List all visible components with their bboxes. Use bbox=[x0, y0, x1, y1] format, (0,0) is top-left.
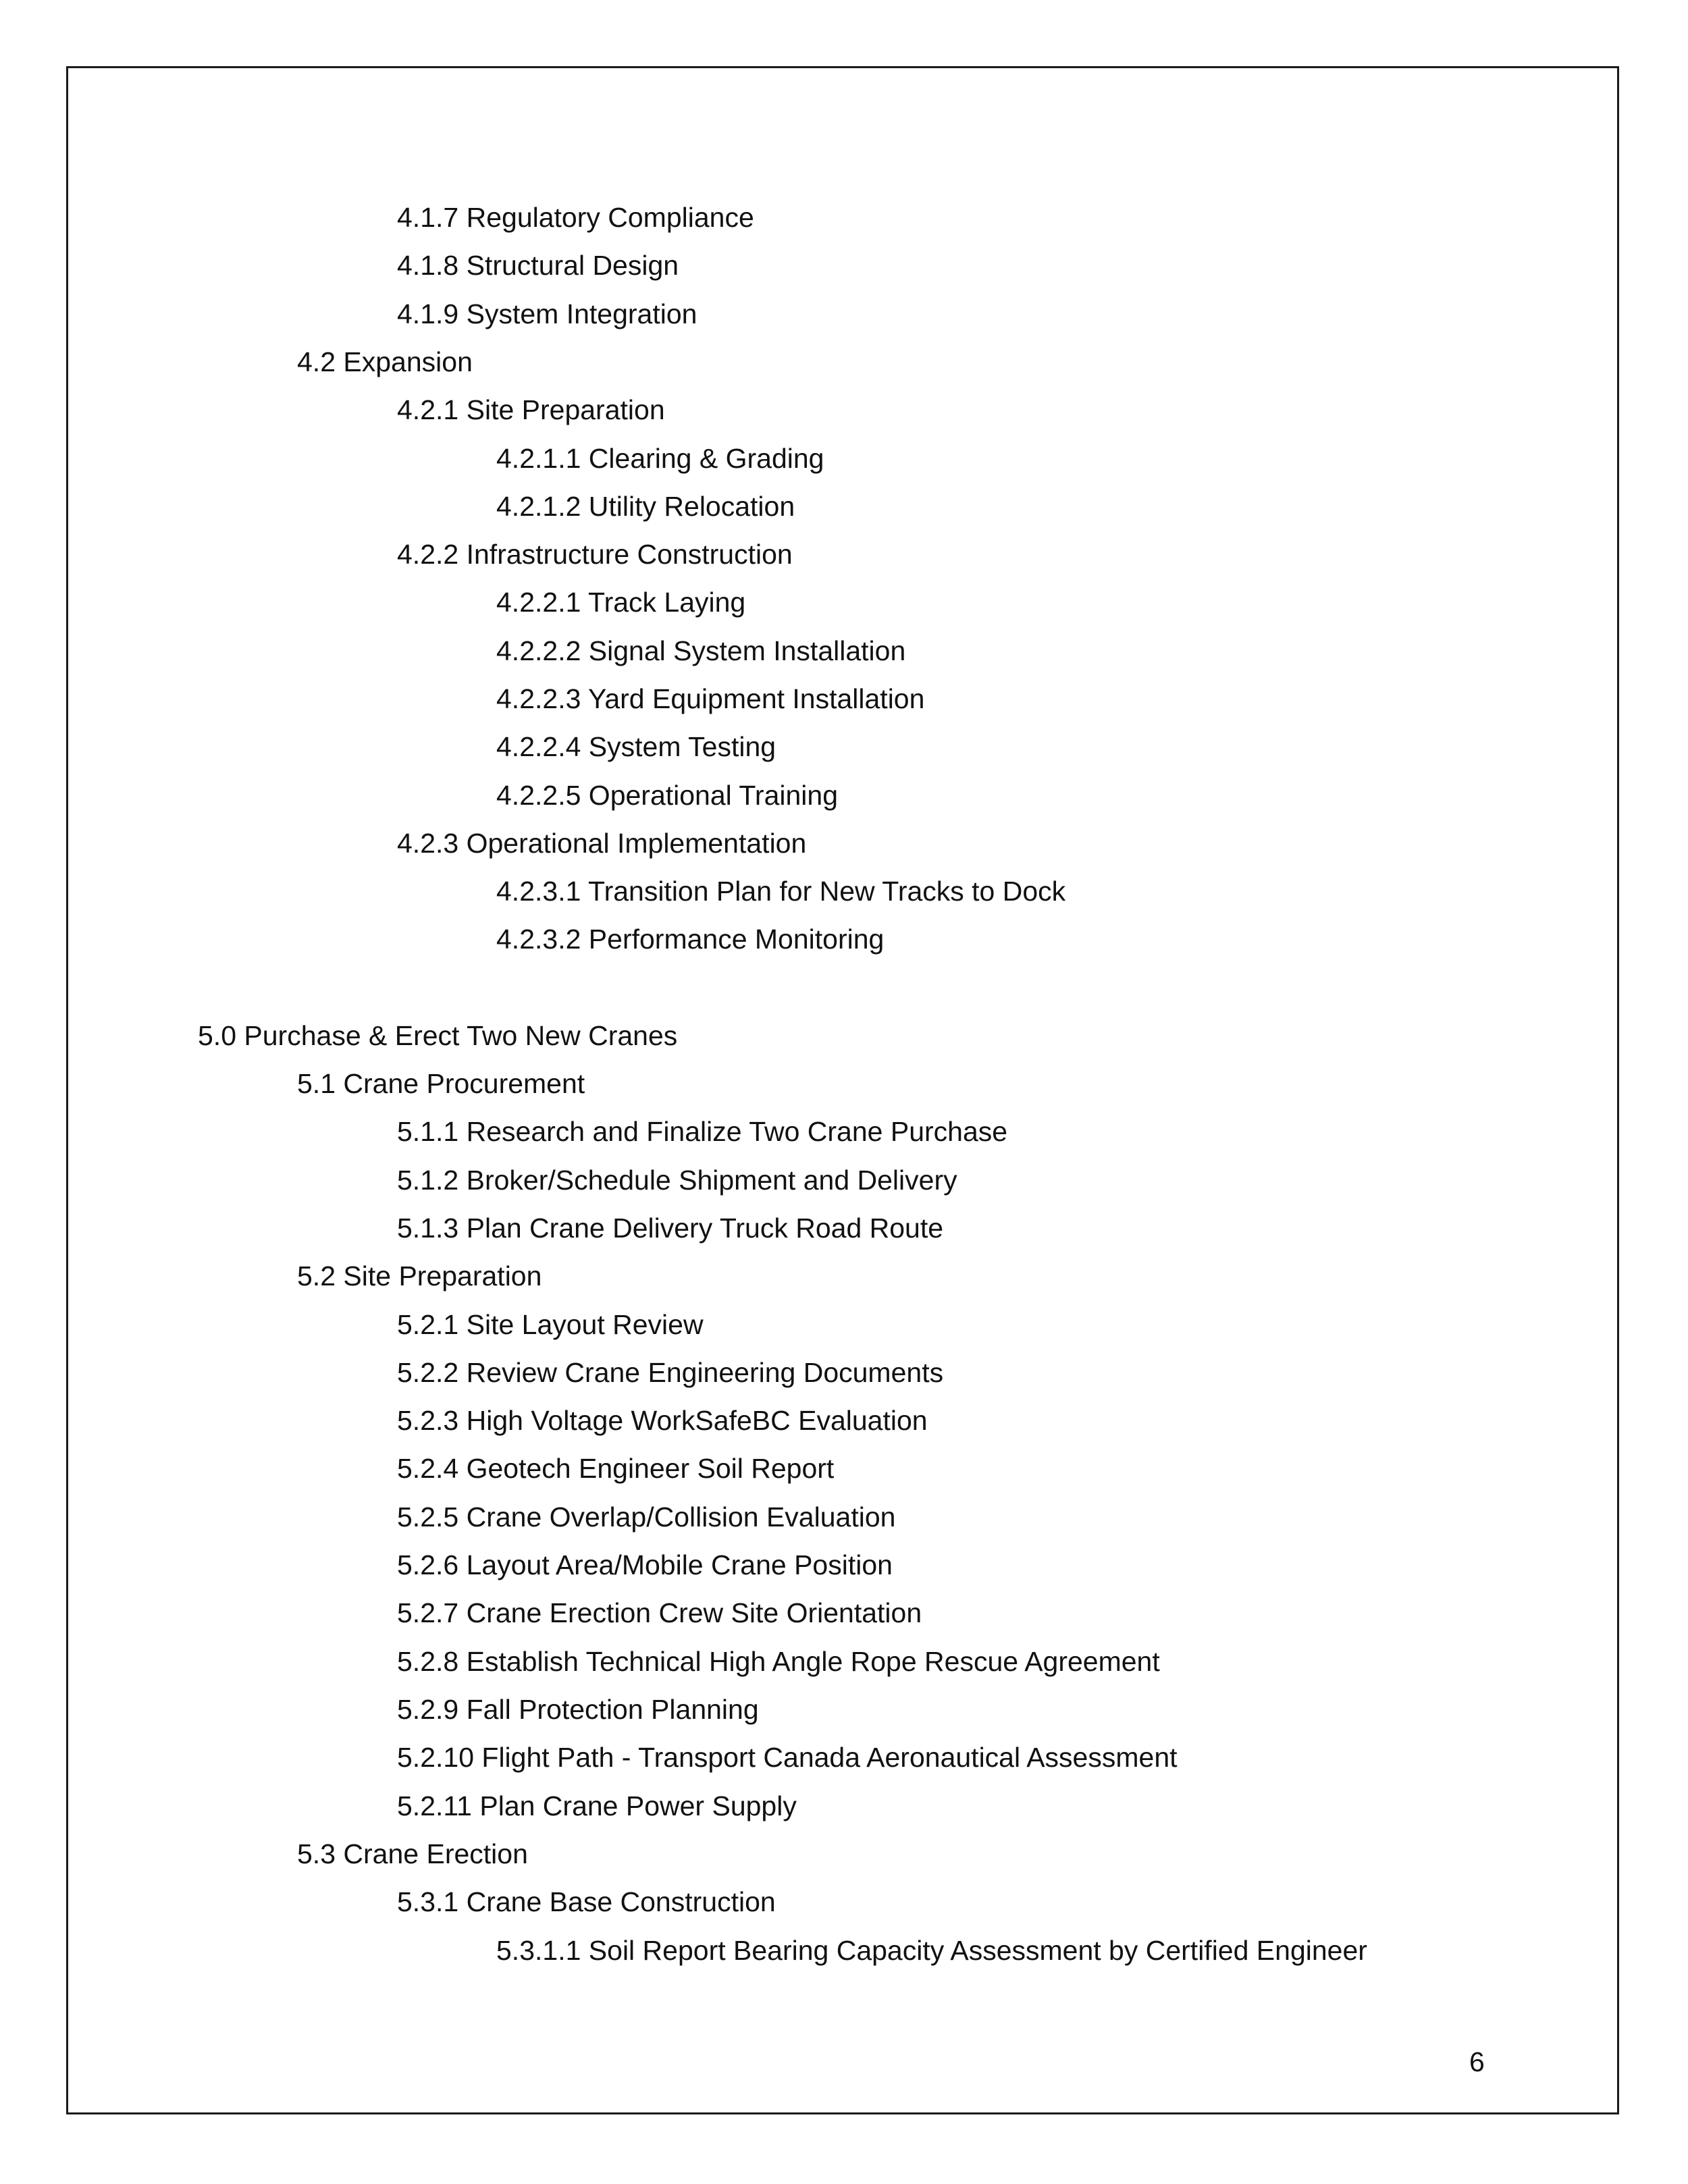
outline-item-number: 5.2.3 bbox=[397, 1405, 459, 1436]
outline-item-title: Site Preparation bbox=[343, 1260, 542, 1291]
outline-item-number: 5.2.11 bbox=[397, 1790, 472, 1821]
outline-item-title: Research and Finalize Two Crane Purchase bbox=[466, 1116, 1008, 1147]
outline-item-number: 4.1.8 bbox=[397, 250, 459, 281]
outline-item-title: Fall Protection Planning bbox=[466, 1694, 759, 1725]
outline-item-number: 4.2 bbox=[297, 346, 336, 377]
outline-item bbox=[397, 1597, 922, 1629]
outline-item-title: Crane Erection Crew Site Orientation bbox=[466, 1597, 922, 1628]
outline-item bbox=[496, 923, 884, 955]
outline-item-title: Layout Area/Mobile Crane Position bbox=[466, 1549, 893, 1580]
outline-item-title: Crane Erection bbox=[343, 1838, 528, 1869]
outline-item-title: Signal System Installation bbox=[588, 635, 906, 666]
outline-item-number: 5.2.1 bbox=[397, 1309, 459, 1340]
outline-item-title: Regulatory Compliance bbox=[466, 202, 754, 233]
outline-item-number: 4.2.3 bbox=[397, 828, 459, 859]
outline-item-title: Utility Relocation bbox=[588, 491, 795, 522]
outline-item-title: Site Preparation bbox=[466, 394, 665, 425]
outline-item-number: 5.1.3 bbox=[397, 1213, 459, 1244]
outline-item-title: Operational Implementation bbox=[466, 828, 807, 859]
outline-item-number: 5.1.2 bbox=[397, 1165, 459, 1196]
page-number: 6 bbox=[1469, 2046, 1485, 2077]
outline-item bbox=[397, 1790, 797, 1822]
outline-item bbox=[496, 442, 824, 475]
outline-item-title: Broker/Schedule Shipment and Delivery bbox=[466, 1165, 957, 1196]
outline-item bbox=[397, 201, 754, 234]
outline-item bbox=[397, 1115, 1007, 1148]
outline-item bbox=[397, 1404, 928, 1437]
outline-item bbox=[397, 1212, 943, 1244]
outline-item-number: 5.3.1.1 bbox=[496, 1935, 581, 1966]
outline-item-number: 4.2.2.4 bbox=[496, 731, 581, 762]
outline-item bbox=[297, 1260, 542, 1292]
outline-item-title: System Testing bbox=[588, 731, 776, 762]
outline-item-number: 4.2.2.5 bbox=[496, 780, 581, 811]
outline-item bbox=[397, 298, 697, 330]
outline-item bbox=[496, 875, 1065, 907]
outline-item-title: Purchase & Erect Two New Cranes bbox=[244, 1020, 678, 1051]
outline-item bbox=[297, 1067, 585, 1100]
outline-item bbox=[198, 1019, 677, 1052]
outline-item-number: 4.1.9 bbox=[397, 298, 459, 329]
outline-item-number: 4.2.1.1 bbox=[496, 443, 581, 474]
outline-item-number: 4.1.7 bbox=[397, 202, 459, 233]
outline-item-title: Transition Plan for New Tracks to Dock bbox=[588, 876, 1066, 907]
outline-item-number: 5.2.10 bbox=[397, 1742, 474, 1773]
outline-item-number: 4.2.2.1 bbox=[496, 587, 581, 618]
outline-item-title: Clearing & Grading bbox=[588, 443, 824, 474]
outline-item-number: 5.1.1 bbox=[397, 1116, 459, 1147]
outline-item bbox=[397, 538, 793, 570]
outline-item bbox=[397, 1645, 1160, 1678]
outline-item-number: 4.2.2 bbox=[397, 539, 459, 570]
outline-item-number: 5.2.8 bbox=[397, 1646, 459, 1677]
outline-item-title: Soil Report Bearing Capacity Assessment by Certified Engineer bbox=[588, 1935, 1367, 1966]
outline-item-number: 5.2.9 bbox=[397, 1694, 459, 1725]
outline-item-title: Establish Technical High Angle Rope Rescue Agreement bbox=[466, 1646, 1160, 1677]
outline-item-title: Review Crane Engineering Documents bbox=[466, 1357, 944, 1388]
outline-item-number: 4.2.3.2 bbox=[496, 924, 581, 955]
outline-item-number: 5.2.6 bbox=[397, 1549, 459, 1580]
outline-item-title: Infrastructure Construction bbox=[466, 539, 793, 570]
outline-item-title: Yard Equipment Installation bbox=[588, 683, 925, 714]
outline-item bbox=[397, 1693, 759, 1726]
outline-item-number: 5.1 bbox=[297, 1068, 336, 1099]
outline-item bbox=[496, 683, 924, 715]
outline-item-number: 4.2.3.1 bbox=[496, 876, 581, 907]
outline-item bbox=[496, 490, 795, 523]
outline-item bbox=[496, 730, 776, 763]
outline-item-title: Performance Monitoring bbox=[588, 924, 885, 955]
outline-item-title: Structural Design bbox=[466, 250, 679, 281]
outline-item-title: Track Laying bbox=[588, 587, 746, 618]
outline-item-title: Expansion bbox=[343, 346, 473, 377]
outline-item-number: 5.2 bbox=[297, 1260, 336, 1291]
outline-item-number: 5.3.1 bbox=[397, 1886, 459, 1917]
outline-item-number: 5.2.2 bbox=[397, 1357, 459, 1388]
outline-item-number: 4.2.1.2 bbox=[496, 491, 581, 522]
outline-item-number: 5.3 bbox=[297, 1838, 336, 1869]
outline-item-title: Plan Crane Power Supply bbox=[479, 1790, 797, 1821]
outline-item bbox=[496, 635, 905, 667]
outline-item bbox=[397, 827, 806, 859]
outline-item bbox=[297, 346, 473, 378]
outline-item bbox=[397, 1308, 704, 1341]
outline-item-title: Geotech Engineer Soil Report bbox=[466, 1453, 835, 1484]
outline-item-title: Crane Procurement bbox=[343, 1068, 585, 1099]
outline-item bbox=[496, 1934, 1367, 1967]
outline-item-title: Operational Training bbox=[588, 780, 839, 811]
outline-item-title: Crane Overlap/Collision Evaluation bbox=[466, 1501, 896, 1533]
outline-item-title: System Integration bbox=[466, 298, 697, 329]
outline-item bbox=[397, 1452, 834, 1485]
outline-item bbox=[397, 1501, 895, 1533]
outline-item-number: 4.2.2.3 bbox=[496, 683, 581, 714]
outline-item-number: 5.2.7 bbox=[397, 1597, 459, 1628]
outline-item bbox=[397, 394, 665, 426]
outline-item-title: Plan Crane Delivery Truck Road Route bbox=[466, 1213, 944, 1244]
outline-item-number: 4.2.1 bbox=[397, 394, 459, 425]
outline-item-title: Crane Base Construction bbox=[466, 1886, 776, 1917]
outline-item bbox=[397, 1886, 776, 1918]
outline-item bbox=[397, 1356, 943, 1389]
outline-item bbox=[397, 249, 679, 282]
outline-item bbox=[397, 1549, 893, 1581]
outline-item-number: 5.2.4 bbox=[397, 1453, 459, 1484]
outline-item bbox=[397, 1164, 957, 1196]
outline-item bbox=[496, 779, 838, 811]
outline-item-title: Site Layout Review bbox=[466, 1309, 704, 1340]
outline-item-title: Flight Path - Transport Canada Aeronautical Assessment bbox=[481, 1742, 1178, 1773]
outline-item bbox=[496, 586, 745, 618]
outline-item-title: High Voltage WorkSafeBC Evaluation bbox=[466, 1405, 928, 1436]
outline-item-number: 5.0 bbox=[198, 1020, 236, 1051]
outline-item-number: 4.2.2.2 bbox=[496, 635, 581, 666]
outline-item bbox=[397, 1741, 1178, 1774]
outline-item bbox=[297, 1838, 528, 1870]
outline-item-number: 5.2.5 bbox=[397, 1501, 459, 1533]
